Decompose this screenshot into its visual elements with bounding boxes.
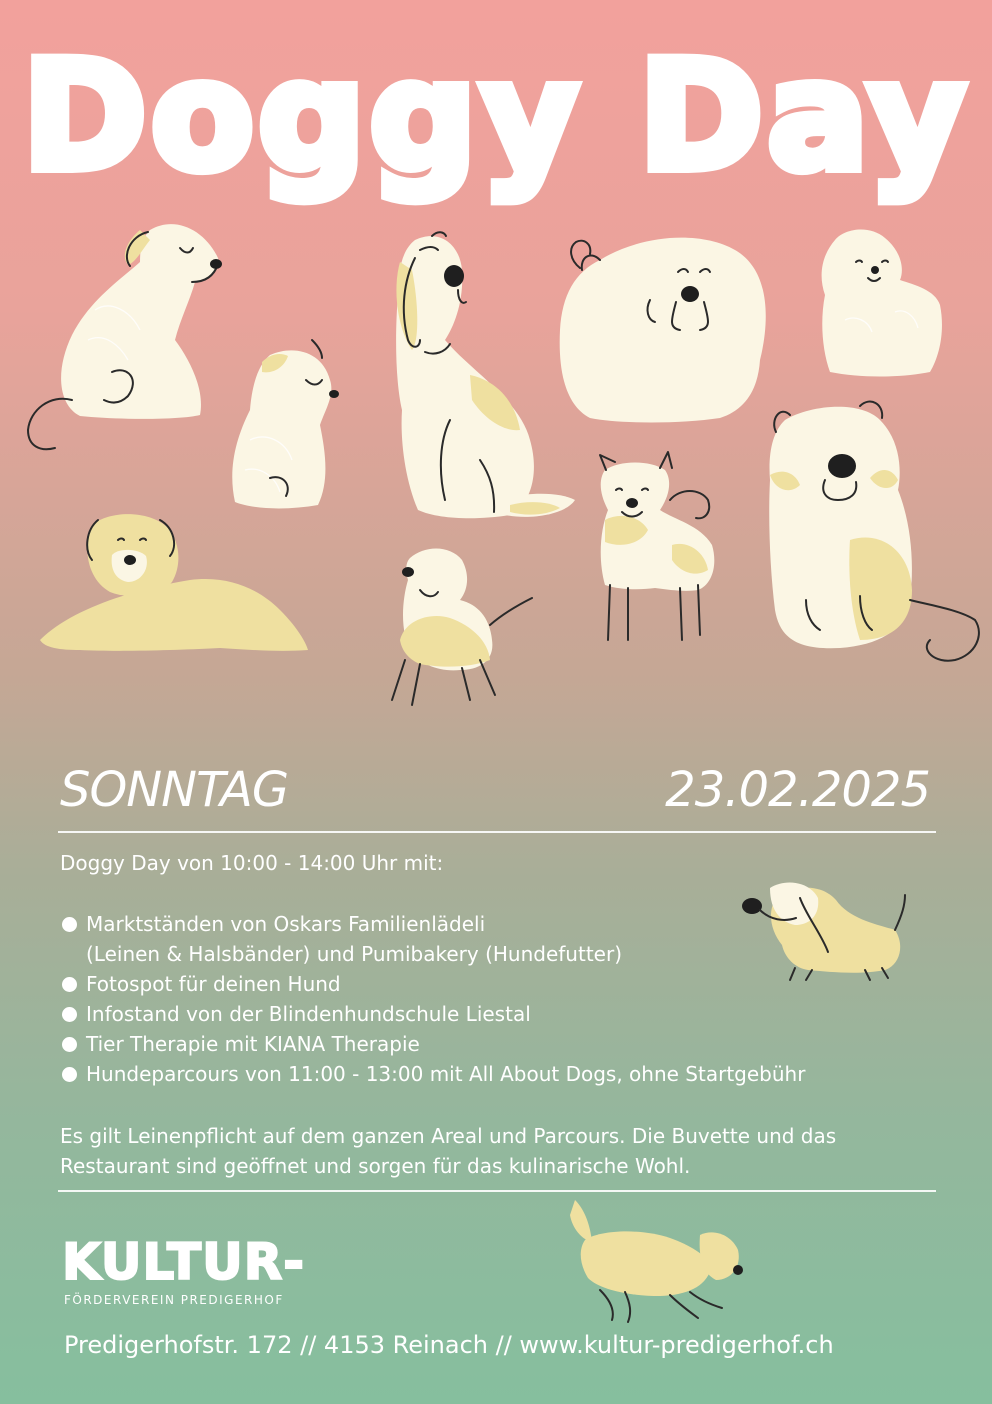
walking-dog-illustration [392, 548, 532, 705]
bullet-dot [62, 1067, 77, 1082]
list-item-text: Marktständen von Oskars Familienlädeli [86, 912, 486, 936]
poodle-dog-illustration [822, 230, 942, 377]
address-line: Predigerhofstr. 172 // 4153 Reinach // www.kultur-predigerhof.ch [64, 1331, 834, 1359]
hound-dog-illustration [396, 232, 575, 518]
sheepdog-illustration [769, 402, 979, 661]
bullet-dot [62, 917, 77, 932]
akita-dog-illustration [600, 452, 714, 640]
lying-dog-illustration [40, 514, 308, 651]
list-item [60, 1029, 805, 1059]
divider-top [58, 831, 936, 833]
list-item-text: Fotospot für deinen Hund [86, 972, 341, 996]
list-item [60, 999, 805, 1029]
bullet-dot [62, 977, 77, 992]
divider-bottom [58, 1190, 936, 1192]
date-label: 23.02.2025 [665, 762, 930, 818]
list-item-text: (Leinen & Halsbänder) und Pumibakery (Hundefutter) [86, 942, 622, 966]
list-item [60, 969, 805, 999]
list-item-text: Hundeparcours von 11:00 - 13:00 mit All About Dogs, ohne Startgebühr [86, 1062, 806, 1086]
list-item-text: Tier Therapie mit KIANA Therapie [86, 1032, 420, 1056]
kultur-logo: KULTUR- [62, 1233, 306, 1291]
info-note: Es gilt Leinenpflicht auf dem ganzen Areal und Parcours. Die Buvette und das Restaurant sind geöffnet und sorgen für das kulinarische Wohl. [60, 1124, 837, 1178]
small-sitting-dog-illustration [232, 340, 339, 508]
bullet-dot [62, 1007, 77, 1022]
poster-title: Doggy Day [22, 30, 970, 204]
list-item [60, 1059, 805, 1089]
bullet-dot [62, 1037, 77, 1052]
logo-subtitle: FÖRDERVEREIN PREDIGERHOF [64, 1293, 284, 1307]
list-item [60, 909, 805, 969]
list-item-text: Infostand von der Blindenhundschule Liestal [86, 1002, 531, 1026]
day-label: SONNTAG [60, 762, 289, 818]
chow-dog-illustration [560, 238, 766, 423]
sitting-dog-illustration [28, 224, 222, 449]
running-dog-illustration [570, 1200, 743, 1322]
intro-text: Doggy Day von 10:00 - 14:00 Uhr mit: [60, 851, 444, 875]
program-list [60, 909, 805, 1089]
